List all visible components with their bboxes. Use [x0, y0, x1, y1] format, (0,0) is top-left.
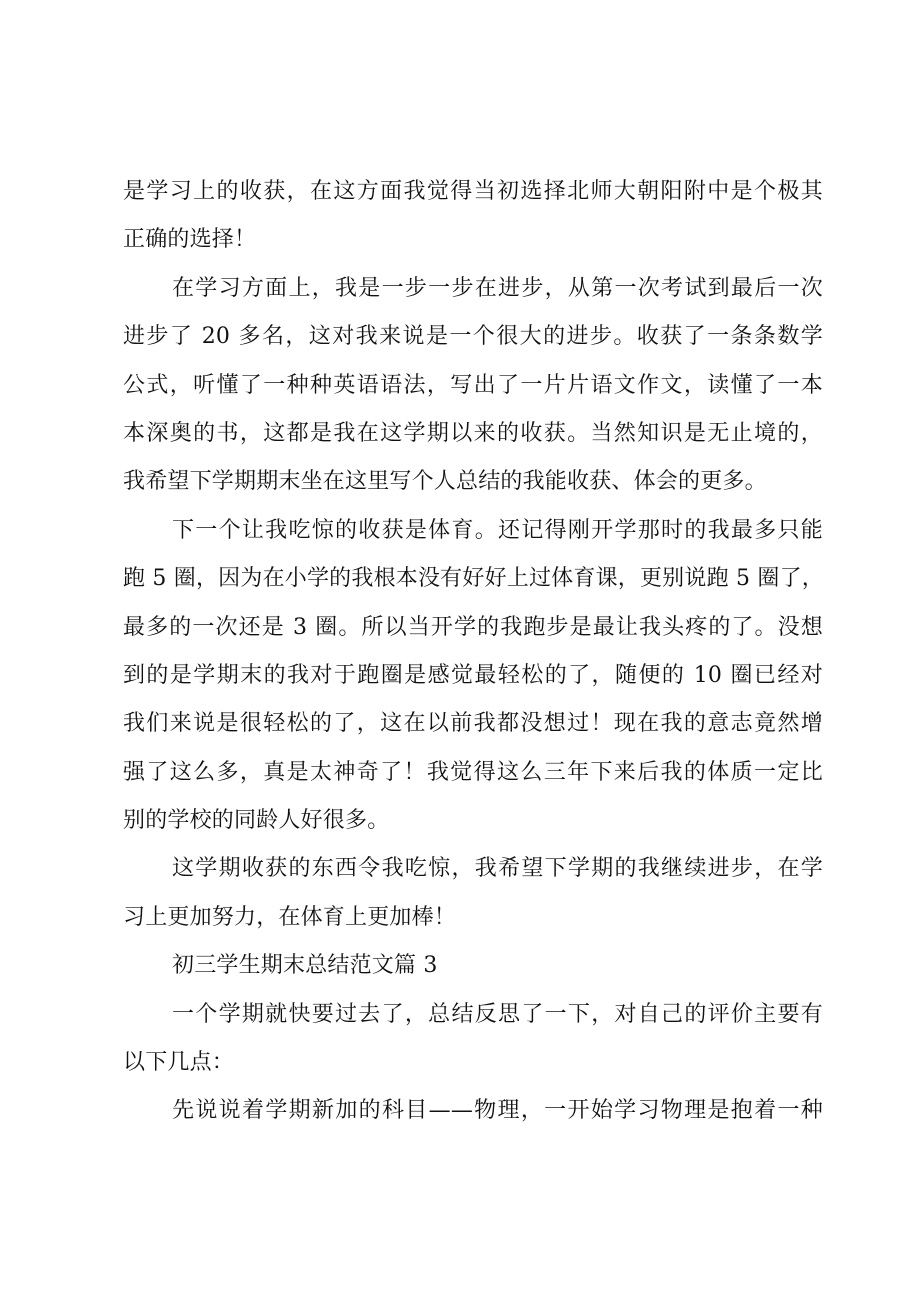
text-line: 习上更加努力，在体育上更加棒！	[123, 905, 457, 930]
text-line: 以下几点：	[123, 1050, 235, 1075]
text-line: 正确的选择！	[123, 227, 257, 252]
text-line: 公式，听懂了一种种英语语法，写出了一片片语文作文，读懂了一本	[123, 373, 823, 398]
text-line: 本深奥的书，这都是我在这学期以来的收获。当然知识是无止境的，	[123, 421, 823, 446]
text-line: 强了这么多，真是太神奇了！我觉得这么三年下来后我的体质一定比	[123, 760, 823, 785]
text-line: 是学习上的收获，在这方面我觉得当初选择北师大朝阳附中是个极其	[123, 179, 823, 204]
paragraph-first-line: 一个学期就快要过去了，总结反思了一下，对自己的评价主要有	[172, 1002, 823, 1027]
text-line: 到的是学期末的我对于跑圈是感觉最轻松的了，随便的 10 圈已经对	[123, 663, 823, 688]
text-line: 进步了 20 多名，这对我来说是一个很大的进步。收获了一条条数学	[123, 324, 823, 349]
text-line: 别的学校的同龄人好很多。	[123, 808, 390, 833]
text-line: 跑 5 圈，因为在小学的我根本没有好好上过体育课，更别说跑 5 圈了，	[123, 566, 824, 591]
paragraph-first-line: 在学习方面上，我是一步一步在进步，从第一次考试到最后一次	[172, 276, 823, 301]
paragraph-first-line: 先说说着学期新加的科目——物理，一开始学习物理是抱着一种	[172, 1098, 823, 1123]
text-line: 最多的一次还是 3 圈。所以当开学的我跑步是最让我头疼的了。没想	[123, 615, 823, 640]
paragraph-first-line: 下一个让我吃惊的收获是体育。还记得刚开学那时的我最多只能	[172, 518, 823, 543]
text-line: 我们来说是很轻松的了，这在以前我都没想过！现在我的意志竟然增	[123, 711, 823, 736]
paragraph-first-line: 这学期收获的东西令我吃惊，我希望下学期的我继续进步，在学	[172, 856, 823, 881]
section-heading: 初三学生期末总结范文篇 3	[172, 953, 438, 978]
text-line: 我希望下学期期末坐在这里写个人总结的我能收获、体会的更多。	[123, 469, 767, 494]
